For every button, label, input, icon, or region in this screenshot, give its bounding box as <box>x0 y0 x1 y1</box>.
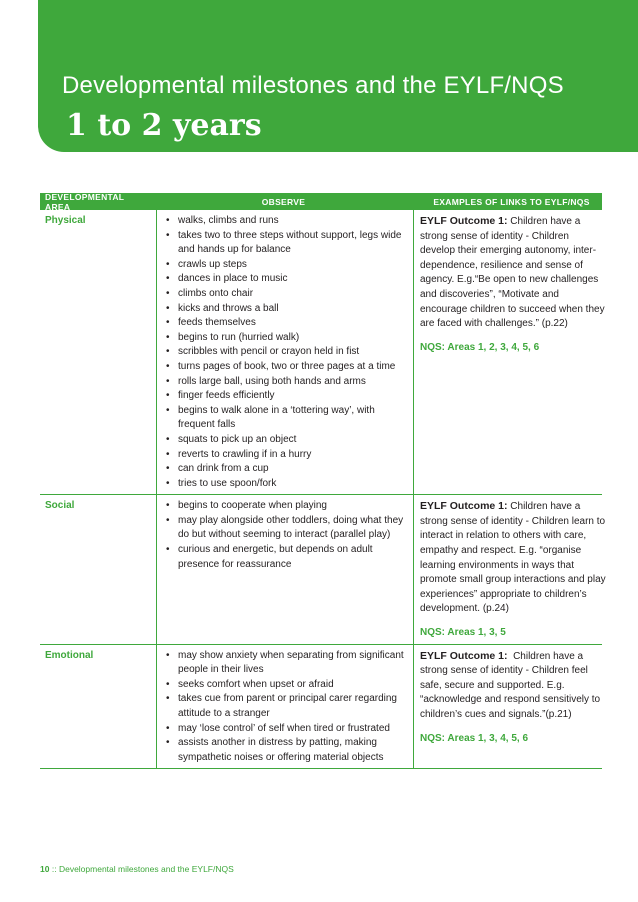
nqs-areas: NQS: Areas 1, 2, 3, 4, 5, 6 <box>420 341 540 353</box>
observe-list-item: • squats to pick up an object <box>161 433 408 448</box>
eylf-links-cell <box>414 210 611 494</box>
observe-cell <box>157 645 414 769</box>
eylf-outcome-text: Children have a strong sense of identity - Children learn to interact in relation to others with care, empathy and respect. E.g. “organise learning environments in ways that promote small group interactions and play experiences” appropriate to children’s development. (p.24) <box>420 501 609 615</box>
table-body <box>40 210 609 769</box>
observe-list-item: • begins to walk alone in a ‘tottering way’, with frequent falls <box>161 404 408 433</box>
page-footer <box>40 864 234 874</box>
observe-list-item: • may ‘lose control’ of self when tired or frustrated <box>161 722 408 737</box>
observe-list-item: • dances in place to music <box>161 272 408 287</box>
observe-list-item: • assists another in distress by patting, making sympathetic noises or offering material objects <box>161 736 408 765</box>
observe-list-item: • walks, climbs and runs <box>161 214 408 229</box>
observe-list-item: • reverts to crawling if in a hurry <box>161 448 408 463</box>
observe-list-item: • crawls up steps <box>161 258 408 273</box>
milestones-table <box>40 191 609 769</box>
developmental-area-cell: Emotional <box>40 645 157 769</box>
nqs-areas: NQS: Areas 1, 3, 4, 5, 6 <box>420 732 529 744</box>
footer-separator: :: <box>51 864 57 874</box>
eylf-outcome-label: EYLF Outcome 1: <box>420 500 508 513</box>
footer-text: Developmental milestones and the EYLF/NQS <box>58 864 234 874</box>
observe-list-item: • may show anxiety when separating from significant people in their lives <box>161 649 408 678</box>
observe-list-item: • rolls large ball, using both hands and arms <box>161 375 408 390</box>
observe-list <box>161 214 408 491</box>
page-title: 1 to 2 years <box>66 108 262 143</box>
header-banner <box>38 0 638 152</box>
observe-list-item: • may play alongside other toddlers, doing what they do but without seeming to interact (parallel play) <box>161 514 408 543</box>
table-row <box>40 645 602 770</box>
header-eylf-links: EXAMPLES OF LINKS TO EYLF/NQS <box>433 196 590 207</box>
observe-list-item: • can drink from a cup <box>161 462 408 477</box>
observe-list-item: • kicks and throws a ball <box>161 302 408 317</box>
observe-cell <box>157 495 414 643</box>
eylf-outcome-label: EYLF Outcome 1: <box>420 649 508 662</box>
developmental-area-cell: Social <box>40 495 157 643</box>
eylf-links-cell <box>414 645 611 769</box>
observe-list-item: • takes two to three steps without support, legs wide and hands up for balance <box>161 229 408 258</box>
observe-list-item: • takes cue from parent or principal carer regarding attitude to a stranger <box>161 692 408 721</box>
page-number: 10 <box>40 864 50 874</box>
observe-list <box>161 499 408 572</box>
header-observe: OBSERVE <box>261 196 306 207</box>
eylf-outcome <box>420 649 606 723</box>
observe-list-item: • feeds themselves <box>161 316 408 331</box>
table-header <box>40 193 602 210</box>
eylf-outcome <box>420 214 606 332</box>
observe-list-item: • begins to cooperate when playing <box>161 499 408 514</box>
developmental-area-cell: Physical <box>40 210 157 494</box>
eylf-links-cell <box>414 495 611 643</box>
observe-list-item: • curious and energetic, but depends on adult presence for reassurance <box>161 543 408 572</box>
observe-list-item: • tries to use spoon/fork <box>161 477 408 492</box>
eylf-outcome <box>420 499 609 617</box>
eylf-outcome-text: Children have a strong sense of identity - Children feel safe, secure and supported. E.g. “acknowledge and respond sensitively to children’s cues and signals.”(p.21) <box>420 650 603 720</box>
observe-cell <box>157 210 414 494</box>
observe-list-item: • climbs onto chair <box>161 287 408 302</box>
table-row <box>40 210 608 495</box>
page-subtitle: Developmental milestones and the EYLF/NQS <box>62 72 564 99</box>
header-developmental-area: DEVELOPMENTAL AREA <box>45 191 125 212</box>
observe-list-item: • scribbles with pencil or crayon held in fist <box>161 345 408 360</box>
observe-list <box>161 649 408 766</box>
observe-list-item: • begins to run (hurried walk) <box>161 331 408 346</box>
eylf-outcome-text: Children have a strong sense of identity - Children develop their emerging autonomy, inter-dependence, resilience and sense of agency. E.g.“Be open to new challenges and discoveries”, “Motivate and encourage children to succeed when they are faced with challenges.” (p.22) <box>420 216 608 330</box>
nqs-areas: NQS: Areas 1, 3, 5 <box>420 627 506 639</box>
observe-list-item: • turns pages of book, two or three pages at a time <box>161 360 408 375</box>
observe-list-item: • seeks comfort when upset or afraid <box>161 678 408 693</box>
observe-list-item: • finger feeds efficiently <box>161 389 408 404</box>
table-row <box>40 495 609 644</box>
eylf-outcome-label: EYLF Outcome 1: <box>420 215 508 227</box>
